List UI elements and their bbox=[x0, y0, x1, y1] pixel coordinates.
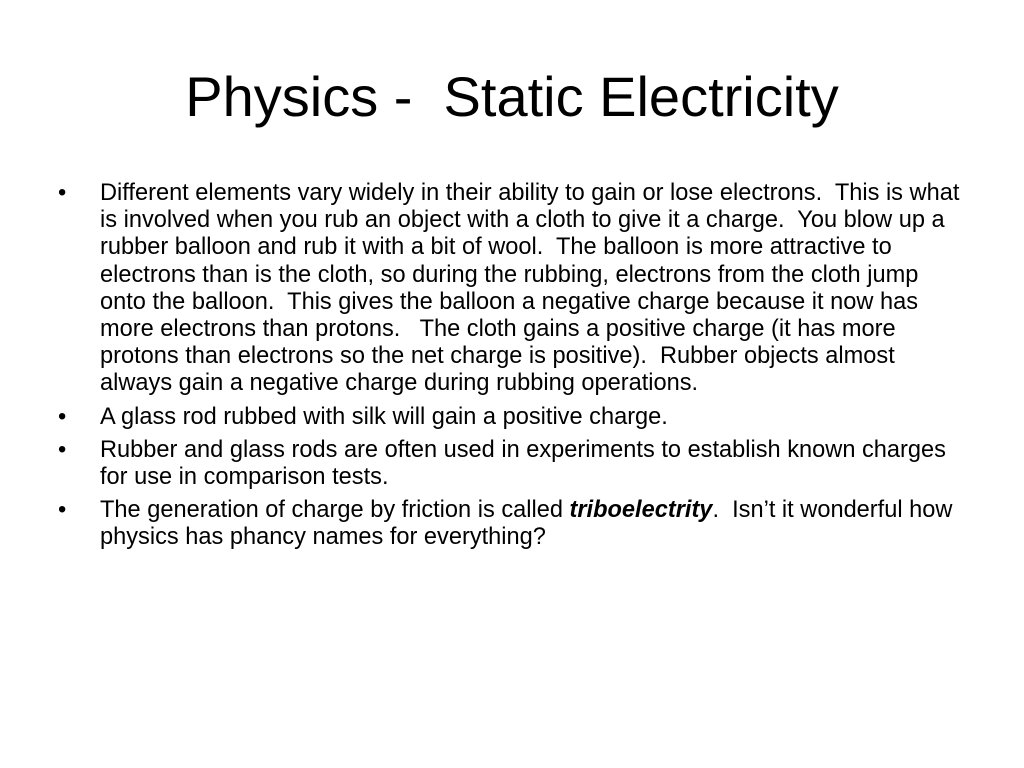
bullet-item-1 bbox=[56, 180, 966, 398]
slide-title: Physics - Static Electricity bbox=[185, 65, 839, 128]
bullet-text-4-after: . Isn’t it wonderful how physics has phancy names for everything? bbox=[100, 497, 959, 551]
bullet-text-1: Different elements vary widely in their ability to gain or lose electrons. This is what is involved when you rub an object with a cloth to give it a charge. You blow up a rubber balloon and rub it with a bit of wool. The balloon is more attractive to electrons than is the cloth, so during the rubbing, electrons from the cloth jump onto the balloon. This gives the balloon a negative charge because it now has more electrons than protons. The cloth gains a positive charge (it has more protons than electrons so the net charge is positive). Rubber objects almost always gain a negative charge during rubbing operations. bbox=[100, 180, 966, 397]
bullet-item-2 bbox=[56, 404, 966, 431]
bullet-dot-icon: • bbox=[58, 403, 67, 430]
triboelectricity-term: triboelectrity bbox=[569, 497, 713, 524]
bullet-dot-icon: • bbox=[58, 436, 67, 463]
bullet-text-2: A glass rod rubbed with silk will gain a positive charge. bbox=[100, 403, 668, 430]
bullet-text-3: Rubber and glass rods are often used in experiments to establish known charges for use in comparison tests. bbox=[100, 436, 953, 491]
bullet-list bbox=[56, 180, 966, 558]
bullet-item-3 bbox=[56, 437, 966, 491]
bullet-item-4 bbox=[56, 497, 966, 551]
bullet-text-4-before: The generation of charge by friction is called bbox=[100, 497, 570, 524]
bullet-dot-icon: • bbox=[58, 180, 67, 206]
bullet-dot-icon: • bbox=[58, 497, 67, 524]
bullet-text-4 bbox=[100, 497, 959, 550]
